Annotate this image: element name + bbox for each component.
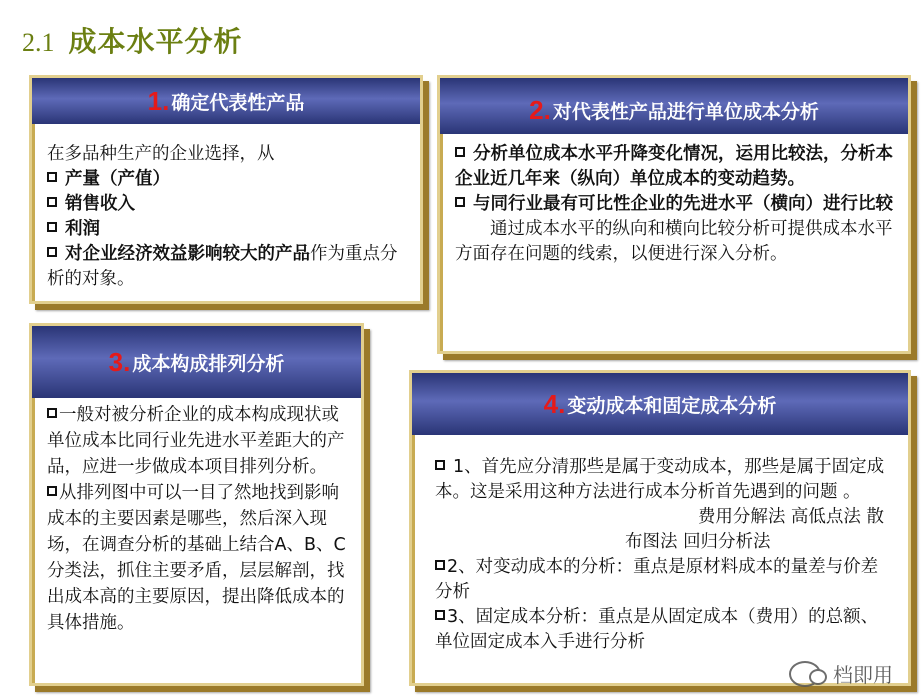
square-bullet-icon xyxy=(47,222,57,232)
intro-text: 在多品种生产的企业选择，从 xyxy=(47,144,275,164)
list-item: 从排列图中可以一目了然地找到影响成本的主要因素是哪些，然后深入现场，在调查分析的基础上结合A、B、C分类法，抓住主要矛盾，层层解剖，找出成本高的主要原因，提出降低成本的具体措施。 xyxy=(47,483,346,633)
list-item: 销售收入 xyxy=(47,192,410,217)
square-bullet-icon xyxy=(455,197,465,207)
panel-number: 1. xyxy=(147,85,170,116)
list-item: 1、首先应分清那些是属于变动成本，那些是属于固定成本。这是采用这种方法进行成本分析首先遇到的问题 。 xyxy=(435,457,885,502)
square-bullet-icon xyxy=(435,560,445,570)
square-bullet-icon xyxy=(47,486,57,496)
methods-line: 布图法 回归分析法 xyxy=(625,532,771,552)
panel-number: 3. xyxy=(108,346,131,377)
square-bullet-icon xyxy=(47,172,57,182)
square-bullet-icon xyxy=(435,460,445,470)
watermark-text: 档即用 xyxy=(833,663,893,687)
watermark xyxy=(789,659,893,688)
panel-header xyxy=(412,373,908,435)
panel-header xyxy=(32,78,420,124)
panel-header xyxy=(32,326,361,398)
panel-number: 2. xyxy=(529,94,551,125)
square-bullet-icon xyxy=(455,147,465,157)
list-item: 产量（产值） xyxy=(47,167,410,192)
panel-heading: 变动成本和固定成本分析 xyxy=(567,394,777,417)
square-bullet-icon xyxy=(47,247,57,257)
list-item: 3、固定成本分析：重点是从固定成本（费用）的总额、单位固定成本入手进行分析 xyxy=(435,607,879,652)
panel-heading: 成本构成排列分析 xyxy=(132,352,285,375)
panel-heading: 对代表性产品进行单位成本分析 xyxy=(552,100,819,123)
list-item: 利润 xyxy=(47,217,410,242)
panel-body xyxy=(32,124,420,301)
section-title: 成本水平分析 xyxy=(68,25,243,58)
panel-body xyxy=(440,134,908,351)
panel-cost-structure xyxy=(29,323,364,686)
methods-line: 费用分解法 高低点法 散 xyxy=(697,507,884,527)
square-bullet-icon xyxy=(435,610,445,620)
panel-number: 4. xyxy=(543,388,566,419)
page-title xyxy=(22,20,243,60)
panel-body xyxy=(412,435,908,683)
panel-variable-fixed-cost xyxy=(409,370,911,686)
panel-representative-products xyxy=(29,75,423,304)
list-item: 一般对被分析企业的成本构成现状或单位成本比同行业先进水平差距大的产品，应进一步做成本项目排列分析。 xyxy=(47,405,345,477)
list-item: 与同行业最有可比性企业的先进水平（横向）进行比较 xyxy=(455,192,898,217)
list-item: 2、对变动成本的分析：重点是原材料成本的量差与价差分析 xyxy=(435,557,879,602)
list-item: 对企业经济效益影响较大的产品作为重点分析的对象。 xyxy=(47,244,398,289)
panel-unit-cost-analysis xyxy=(437,75,911,354)
panel-heading: 确定代表性产品 xyxy=(171,91,305,114)
list-item: 分析单位成本水平升降变化情况，运用比较法，分析本企业近几年来（纵向）单位成本的变动趋势。 xyxy=(455,144,893,189)
square-bullet-icon xyxy=(47,408,57,418)
section-number: 2.1 xyxy=(22,28,55,57)
square-bullet-icon xyxy=(47,197,57,207)
panel-body xyxy=(32,398,361,683)
wechat-icon xyxy=(789,661,821,687)
panel-header xyxy=(440,78,908,134)
paragraph: 通过成本水平的纵向和横向比较分析可提供成本水平方面存在问题的线索，以便进行深入分析。 xyxy=(455,219,893,264)
